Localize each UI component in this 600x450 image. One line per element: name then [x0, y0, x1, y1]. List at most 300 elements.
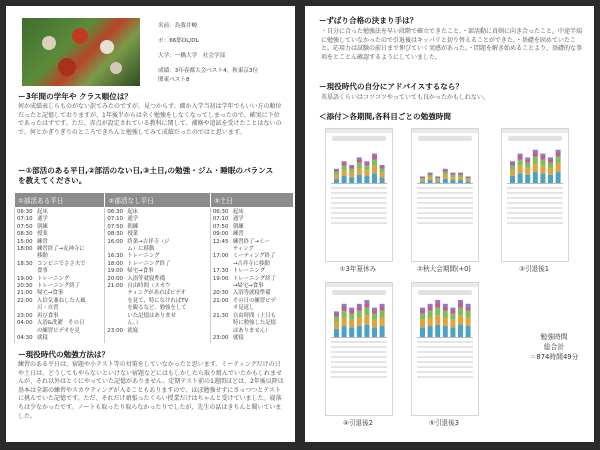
q1-heading: ー3年間の学年や クラス順位は？ — [18, 92, 133, 101]
schedule-time: 09:00 — [212, 231, 229, 238]
q2-heading-2: を教えてください。 — [18, 176, 87, 185]
schedule-time — [107, 290, 127, 297]
schedule-activity: 通学 — [37, 216, 48, 223]
study-bar-segment — [357, 157, 362, 159]
study-bar-segment — [435, 177, 440, 178]
study-bar-segment — [428, 173, 433, 174]
schedule-entry — [17, 320, 102, 327]
schedule-time: 04:00 — [17, 320, 33, 327]
study-bar-segment — [342, 161, 347, 163]
study-bar-segment — [510, 166, 515, 171]
schedule-entry — [213, 276, 292, 283]
study-bar-segment — [533, 157, 538, 164]
schedule-time — [213, 283, 233, 290]
study-bar-segment — [364, 315, 369, 325]
q2-heading: ー①部活のある平日,②部活のない日,③土日,の勉強・ジム・睡眠のバランス — [18, 166, 274, 175]
study-bar-segment — [556, 153, 561, 157]
schedule-time: 20:00 — [107, 275, 123, 282]
schedule-activity: 入信気兼ねした人風 — [37, 297, 86, 304]
schedule-time — [213, 305, 233, 312]
study-bar-segment — [364, 166, 369, 171]
study-bar-segment — [428, 177, 433, 180]
study-bar-segment — [428, 317, 433, 326]
study-bar-segment — [364, 163, 369, 166]
schedule-activity: 自由時間（土日も — [232, 312, 276, 319]
schedule-activity: 入浴&洗濯 その日 — [37, 320, 85, 327]
study-bar-segment — [334, 317, 339, 322]
study-bar-segment — [466, 317, 471, 326]
study-bar-segment — [428, 326, 433, 338]
study-bar-segment — [540, 156, 545, 160]
schedule-time: 07:10 — [17, 216, 33, 223]
study-bar-segment — [443, 170, 448, 172]
study-bar-segment — [548, 175, 553, 184]
study-bar-segment — [443, 307, 448, 311]
schedule-entry — [17, 276, 102, 283]
schedule-time — [17, 268, 37, 275]
schedule-time: 06:30 — [107, 209, 123, 215]
study-bar-segment — [435, 308, 440, 316]
schedule-entry — [17, 239, 102, 246]
schedule-time — [107, 246, 127, 253]
schedule-entry — [17, 224, 102, 231]
q1-body: 何か成績表しらものがない訳てみたのですが、見つからず、細か入学当初は学年でもいい方の順位だったと記憶しておりますが、1年後半からは全く勉強をしなくなってしまったので、確実に下位であったはずです。ただ、赤点が設定されている教科に関して、補修や追試を受けたことはないので、何とかぎりぎりのところできちんと勉強してみて成績だったのではと思います。 — [18, 103, 282, 136]
study-bar-segment — [540, 160, 545, 166]
study-bar-segment — [357, 304, 362, 307]
schedule-time: 21:00 — [212, 297, 229, 304]
study-bar-segment — [357, 326, 362, 338]
schedule-table — [14, 192, 294, 343]
study-bar-segment — [450, 314, 455, 320]
study-bar-segment — [342, 326, 347, 338]
schedule-activity: コンビニでささ夫で — [37, 260, 86, 267]
study-bar-segment — [334, 322, 339, 329]
schedule-activity: 帰宅→食事 — [37, 290, 64, 297]
schedule-entry — [107, 239, 207, 246]
schedule-entry — [107, 261, 207, 268]
study-bar-segment — [525, 163, 530, 168]
schedule-entry — [107, 328, 207, 335]
schedule-time: 18:00 — [107, 260, 123, 267]
study-bar-segment — [466, 304, 471, 307]
schedule-time: 08:30 — [17, 231, 33, 238]
study-bar-segment — [342, 304, 347, 307]
schedule-activity: の練習ビデオを見 — [37, 327, 81, 334]
schedule-activity: 授業 — [127, 231, 139, 238]
profile-name: 名前：為我井峻 — [158, 23, 198, 29]
study-bar-segment — [518, 160, 523, 166]
total-label-1: 勉強時間 — [540, 333, 568, 341]
study-bar-segment — [443, 169, 448, 170]
study-bar-segment — [458, 308, 463, 316]
study-bar-segment — [450, 175, 455, 177]
schedule-activity: 練習終了→友神寺に — [37, 246, 85, 253]
schedule-activity: 自由時間（スカウ — [127, 283, 171, 290]
caption-4: ④引退後2 — [343, 419, 373, 427]
study-bar-segment — [334, 314, 339, 317]
schedule-entry — [17, 268, 102, 275]
caption-3: ③引退後1 — [519, 265, 549, 273]
schedule-time: 18:00 — [17, 246, 33, 253]
schedule-time: 21:00 — [17, 290, 33, 297]
study-bar-segment — [525, 160, 530, 163]
schedule-column-3 — [210, 208, 293, 344]
study-bar-segment — [420, 308, 425, 310]
study-bar-segment — [458, 177, 463, 180]
schedule-activity: 就寝 — [232, 334, 244, 341]
q4-body: ・自分に合った勉強法を早い段階で確立できたこと。・部活動に真剣に向き合ったこと。中途半端に勉強していなかったので引退後はキッパリと切り替えることができた。・基礎を固めていたこと。応用力は試験の前日まで伸びていく実感があった。・問題を解き始めることより、基礎的な事項をとことん確認するようにしていました。 — [321, 28, 583, 61]
study-bar-segment — [372, 166, 377, 174]
schedule-activity: →帰宅→食事 — [232, 283, 264, 290]
schedule-time — [213, 261, 233, 268]
study-bar-segment — [518, 173, 523, 184]
study-bar-segment — [420, 176, 425, 177]
schedule-time: 20:30 — [212, 290, 229, 297]
study-bar-segment — [357, 163, 362, 168]
schedule-time: 17:00 — [212, 253, 229, 260]
study-bar-segment — [458, 174, 463, 175]
schedule-time: 23:00 — [17, 312, 33, 319]
study-bar-segment — [435, 176, 440, 177]
schedule-entry — [107, 231, 207, 238]
study-bar-segment — [380, 311, 385, 318]
study-bar-segment — [372, 308, 377, 310]
caption-5: ⑤引退後3 — [429, 419, 459, 427]
study-bar-segment — [357, 160, 362, 163]
schedule-activity: 帰宅→食事 — [127, 268, 154, 275]
right-page — [305, 6, 594, 442]
study-bar-segment — [334, 170, 339, 172]
schedule-time — [213, 246, 233, 253]
study-bar-segment — [443, 172, 448, 175]
study-bar-segment — [349, 314, 354, 320]
q3-body: 練習のある平日は、宿題や小テスト等の対策をしていなかったと思います。ミーティングだけの日や土日は、どうしてもやらないといけない宿題などにはもしかしたら取り組んでいたかもしれませんが、それ以外はとくにやっていた記憶がありません。定期テスト前の1週間ほどは、2年後以降は基本は全部の練習やスカウティングが入ることもありますので、ほぼ勉強せずにさっつつとテストに挑んでいた記憶です。ただ、それだけ頑張ったくらい授業だけはちゃんと受けていました。寝落ちは少なかったです。ノートも取ったり取らなかったりでしたが、先生の話はきちんと聞いていました。 — [18, 361, 284, 420]
study-bar-segment — [380, 326, 385, 338]
schedule-activity: トレーニング終了 — [37, 283, 81, 290]
schedule-entry — [213, 231, 292, 238]
caption-2: ②秋大会期間(+0) — [417, 265, 471, 273]
study-bar-segment — [443, 326, 448, 338]
q4-heading: ーずばり合格の決まり手は？ — [319, 16, 418, 25]
football-photo — [22, 18, 140, 86]
study-bar-segment — [428, 311, 433, 318]
schedule-activity: 朝練 — [37, 223, 48, 230]
schedule-entry — [17, 253, 102, 260]
schedule-entry — [17, 290, 102, 297]
schedule-activity: 練習終了→ミー — [232, 238, 270, 245]
schedule-time — [17, 328, 37, 335]
schedule-entry — [17, 231, 102, 238]
schedule-time: 16:00 — [107, 238, 123, 245]
schedule-activity: を見て、特になければTV — [127, 297, 189, 304]
study-bar-segment — [349, 310, 354, 314]
study-bar-segment — [380, 307, 385, 311]
schedule-entry — [213, 216, 292, 223]
total-label-2: 総合計 — [543, 343, 565, 351]
study-bar-segment — [518, 156, 523, 160]
study-bar-segment — [372, 320, 377, 328]
study-bar-segment — [372, 154, 377, 156]
study-bar-segment — [342, 163, 347, 166]
study-bar-segment — [450, 310, 455, 314]
study-bar-segment — [420, 179, 425, 181]
schedule-activity: トレーニング — [232, 268, 266, 275]
study-bar-segment — [372, 327, 377, 338]
study-screenshot-5 — [411, 282, 479, 416]
schedule-time: 08:30 — [107, 231, 123, 238]
schedule-time: 16:30 — [107, 253, 123, 260]
study-bar-segment — [349, 169, 354, 173]
schedule-time: 18:30 — [17, 260, 33, 267]
schedule-entry — [213, 290, 292, 297]
study-bar-segment — [349, 308, 354, 310]
study-bar-segment — [380, 169, 385, 173]
study-bar-segment — [428, 174, 433, 175]
schedule-activity: ティングがあればビデオ — [127, 290, 187, 297]
schedule-activity: トレーニング終了 — [127, 260, 171, 267]
total-study-time — [519, 332, 589, 362]
study-screenshot-4 — [325, 282, 393, 416]
schedule-time: 20:30 — [17, 283, 33, 290]
study-bar-segment — [364, 325, 369, 338]
study-bar-segment — [334, 329, 339, 338]
schedule-activity: 再び食事 — [37, 312, 59, 319]
schedule-activity: 就寝 — [127, 327, 139, 334]
schedule-time: 15:00 — [17, 238, 33, 245]
schedule-entry — [213, 209, 292, 216]
study-bar-segment — [372, 173, 377, 184]
study-bar-segment — [349, 165, 354, 167]
study-bar-segment — [342, 307, 347, 311]
schedule-entry — [17, 246, 102, 253]
schedule-column-1 — [15, 208, 105, 344]
schedule-activity: 入浴等就寝準備 — [232, 290, 271, 297]
study-bar-segment — [380, 167, 385, 169]
study-bar-segment — [518, 166, 523, 174]
study-bar-segment — [420, 178, 425, 180]
schedule-activity: オ見返し — [232, 305, 255, 312]
study-bar-segment — [420, 314, 425, 320]
profile-position: ポ：66郎OL/DL — [158, 38, 199, 44]
study-bar-segment — [466, 179, 471, 181]
schedule-entry — [213, 305, 292, 312]
study-bar-segment — [540, 166, 545, 174]
study-bar-segment — [364, 170, 369, 176]
schedule-entry — [107, 209, 207, 216]
study-bar-segment — [420, 177, 425, 178]
schedule-entry — [107, 216, 207, 223]
study-bar-segment — [443, 304, 448, 307]
study-bar-segment — [435, 303, 440, 308]
study-bar-segment — [420, 320, 425, 328]
schedule-activity: 通学 — [127, 216, 139, 223]
schedule-entry — [107, 313, 207, 320]
left-page — [6, 6, 295, 442]
study-bar-segment — [349, 327, 354, 338]
study-bar-segment — [428, 175, 433, 177]
study-bar-segment — [372, 314, 377, 320]
schedule-entry — [17, 261, 102, 268]
study-bar-segment — [357, 307, 362, 311]
schedule-activity: 特に勉強した記憶 — [232, 320, 276, 327]
study-bar-segment — [443, 317, 448, 326]
schedule-time: 23:00 — [107, 327, 123, 334]
schedule-time — [213, 320, 233, 327]
study-bar-segment — [458, 175, 463, 177]
q3-heading: ー現役時代の勉強方法は？ — [18, 350, 110, 359]
schedule-entry — [213, 239, 292, 246]
schedule-time: 07:10 — [107, 216, 123, 223]
schedule-entry — [17, 335, 102, 342]
schedule-entry — [107, 290, 207, 297]
study-bar-segment — [556, 163, 561, 172]
study-bar-segment — [372, 310, 377, 314]
study-bar-segment — [435, 179, 440, 181]
schedule-entry — [17, 313, 102, 320]
study-bar-segment — [435, 325, 440, 338]
schedule-header-3: ③土日 — [210, 193, 293, 208]
study-bar-segment — [380, 165, 385, 167]
study-bar-segment — [357, 168, 362, 175]
schedule-time — [17, 305, 37, 312]
study-bar-segment — [450, 327, 455, 338]
study-bar-segment — [443, 175, 448, 179]
study-bar-segment — [510, 176, 515, 184]
schedule-time: 06:30 — [17, 209, 33, 215]
study-bar-segment — [342, 170, 347, 176]
study-bar-segment — [364, 303, 369, 308]
schedule-entry — [17, 298, 102, 305]
study-bar-segment — [450, 177, 455, 180]
study-bar-segment — [435, 315, 440, 325]
study-bar-segment — [428, 307, 433, 311]
study-bar-segment — [334, 311, 339, 313]
schedule-activity: トレーニング — [37, 275, 70, 282]
schedule-activity: トレーニング — [127, 253, 160, 260]
total-value: ＝874時間49分 — [529, 353, 579, 361]
schedule-header-1: ①部活ある平日 — [15, 193, 105, 208]
study-bar-segment — [525, 157, 530, 159]
study-bar-segment — [533, 150, 538, 153]
schedule-time: 07:50 — [107, 223, 123, 230]
schedule-entry — [17, 209, 102, 216]
study-bar-segment — [364, 300, 369, 303]
study-bar-segment — [380, 304, 385, 307]
schedule-activity: →吉祥寺に移動 — [232, 260, 270, 267]
study-bar-segment — [466, 176, 471, 177]
study-bar-segment — [372, 156, 377, 160]
study-screenshot-2 — [411, 128, 479, 262]
study-bar-segment — [334, 175, 339, 179]
caption-1: ①3年夏休み — [339, 265, 377, 273]
schedule-time: 06:30 — [212, 209, 229, 215]
attachment-heading: ＜添付＞各期間,各科目ごとの勉強時間 — [319, 112, 451, 121]
schedule-entry — [107, 320, 207, 327]
schedule-time: 07:50 — [17, 223, 33, 230]
schedule-entry — [213, 313, 292, 320]
study-bar-segment — [458, 303, 463, 308]
q5-body: 英単語くらいはコツコツやっていても良かったかもしれない。 — [321, 94, 489, 101]
study-bar-segment — [540, 154, 545, 156]
schedule-time: 17:30 — [212, 268, 229, 275]
schedule-activity: 起床 — [127, 209, 139, 215]
study-bar-segment — [540, 173, 545, 184]
study-bar-segment — [380, 317, 385, 326]
study-bar-segment — [342, 176, 347, 184]
schedule-time — [107, 305, 127, 312]
study-bar-segment — [435, 300, 440, 303]
study-bar-segment — [349, 173, 354, 178]
schedule-activity: ティング — [232, 246, 254, 253]
schedule-activity: 食事 — [37, 268, 48, 275]
study-bar-segment — [458, 325, 463, 338]
schedule-entry — [213, 335, 292, 342]
study-bar-segment — [443, 311, 448, 318]
schedule-header-2: ②部活なし平日 — [105, 193, 210, 208]
study-bar-segment — [548, 157, 553, 159]
schedule-time — [17, 253, 37, 260]
schedule-entry — [107, 224, 207, 231]
study-bar-segment — [458, 315, 463, 325]
schedule-entry — [213, 224, 292, 231]
schedule-activity: ミーティング終了 — [232, 253, 276, 260]
study-bar-segment — [556, 157, 561, 164]
schedule-column-2 — [105, 208, 210, 344]
profile-record-2: 関東ベスト8 — [158, 77, 190, 83]
schedule-time: 21:00 — [107, 283, 123, 290]
schedule-activity: トレーニング終了 — [232, 275, 276, 282]
schedule-activity: 呂・自習 — [37, 305, 59, 312]
schedule-time — [213, 328, 233, 335]
study-screenshot-3 — [501, 128, 569, 262]
study-bar-segment — [466, 311, 471, 318]
schedule-entry — [213, 320, 292, 327]
study-bar-segment — [364, 161, 369, 163]
study-bar-segment — [364, 308, 369, 316]
schedule-time: 22:00 — [17, 297, 33, 304]
study-bar-segment — [518, 154, 523, 156]
schedule-entry — [17, 216, 102, 223]
study-bar-segment — [357, 317, 362, 326]
study-bar-segment — [450, 173, 455, 174]
study-bar-segment — [342, 311, 347, 318]
study-bar-segment — [510, 161, 515, 163]
schedule-activity: 起床 — [232, 209, 244, 215]
schedule-activity: 終業→吉祥寺（ジ — [127, 238, 170, 245]
study-bar-segment — [372, 160, 377, 166]
schedule-activity: ん。） — [127, 320, 142, 327]
study-bar-segment — [334, 172, 339, 175]
schedule-entry — [213, 328, 292, 335]
study-bar-segment — [510, 163, 515, 166]
study-bar-segment — [556, 172, 561, 184]
study-bar-segment — [466, 178, 471, 180]
schedule-entry — [107, 276, 207, 283]
schedule-entry — [107, 305, 207, 312]
schedule-activity: 就寝 — [37, 334, 48, 341]
study-bar-segment — [450, 320, 455, 328]
schedule-activity: 練習 — [37, 238, 48, 245]
profile-block — [158, 22, 258, 85]
study-bar-segment — [548, 160, 553, 163]
schedule-activity: 朝練 — [127, 223, 139, 230]
schedule-entry — [107, 253, 207, 260]
study-bar-segment — [450, 174, 455, 175]
study-bar-segment — [556, 150, 561, 153]
study-bar-segment — [342, 317, 347, 326]
study-bar-segment — [380, 173, 385, 178]
study-bar-segment — [334, 169, 339, 170]
